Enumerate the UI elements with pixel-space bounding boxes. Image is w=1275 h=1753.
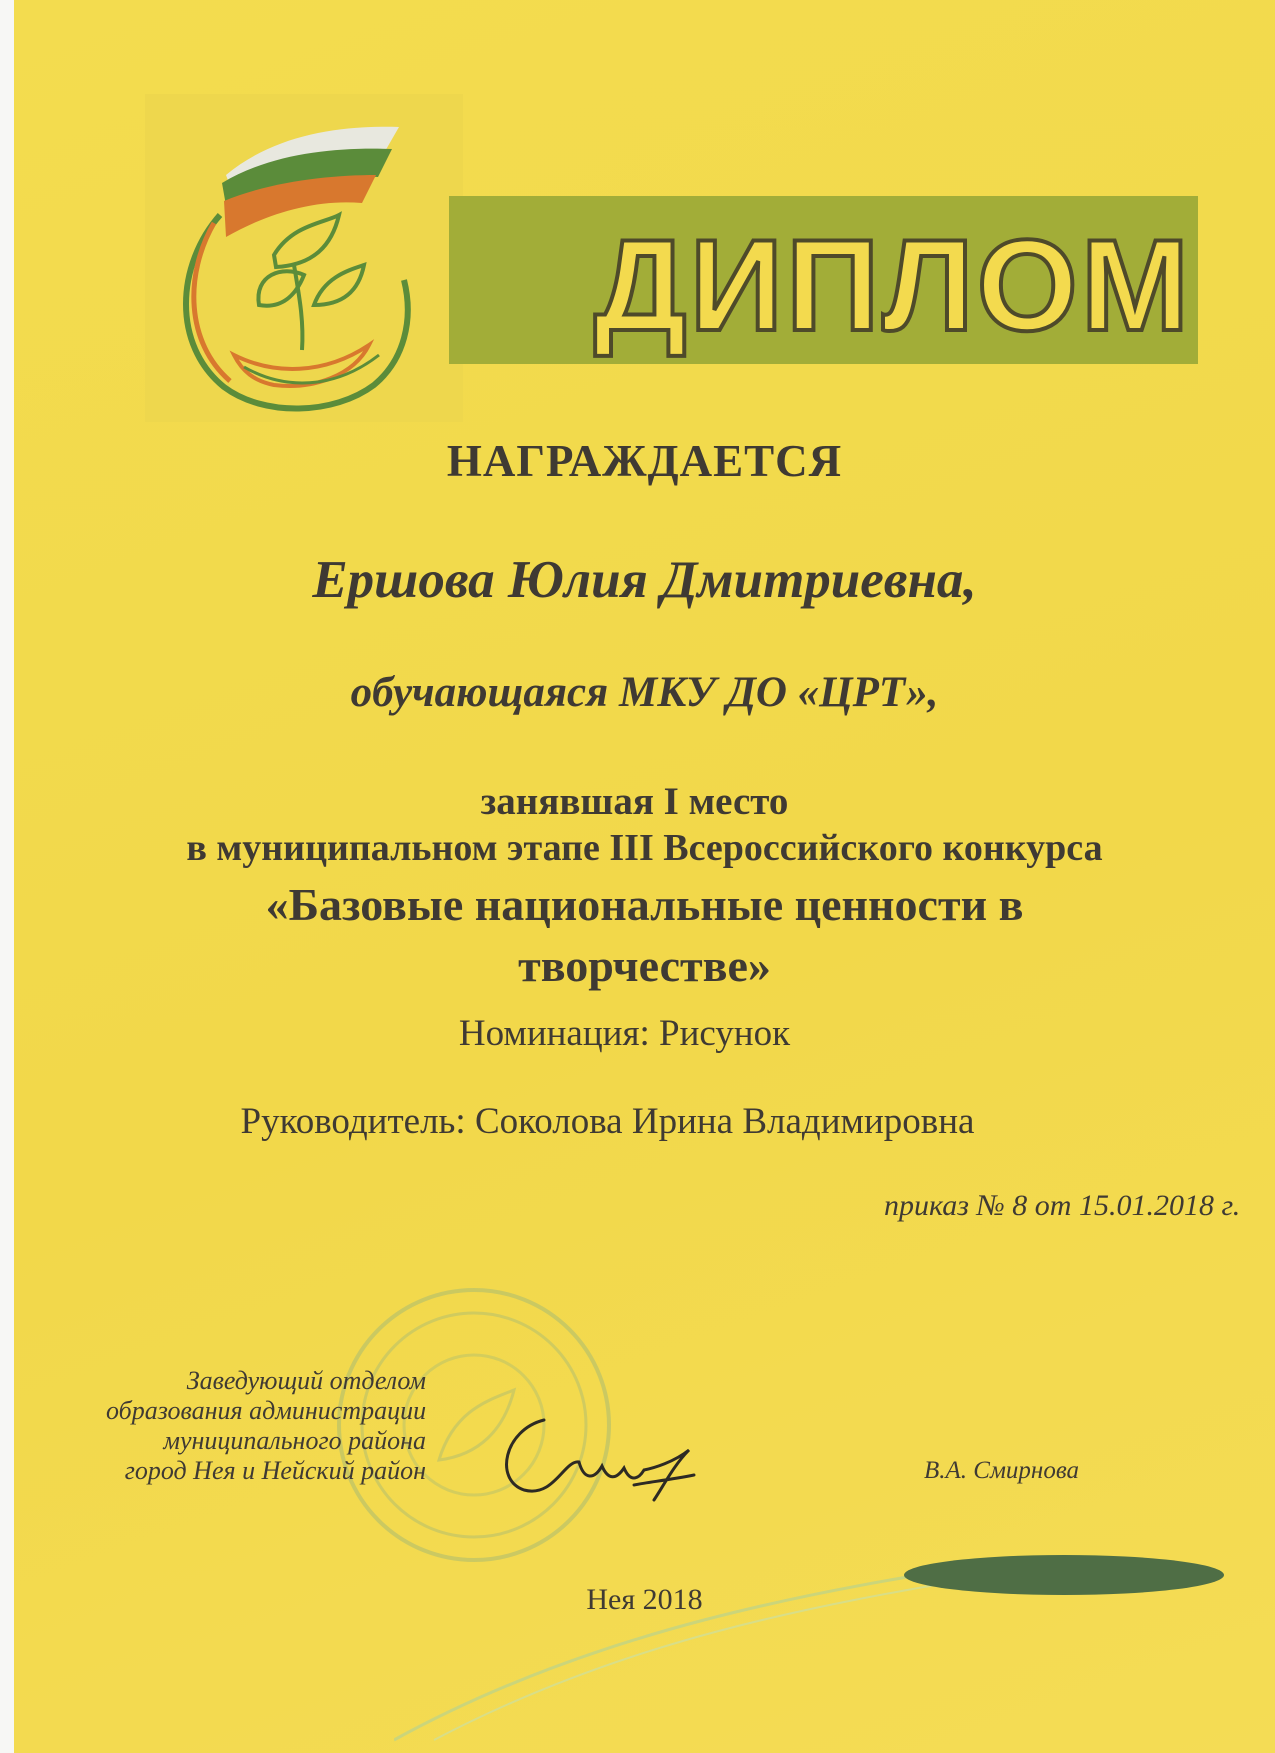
student-of: обучающаяся МКУ ДО «ЦРТ», [350, 669, 939, 716]
decorative-swoosh [394, 1490, 1234, 1750]
awarded-heading: НАГРАЖДАЕТСЯ [446, 436, 843, 486]
contest-name-line-1: «Базовые национальные ценности в [265, 879, 1024, 930]
signer-name: В.А. Смирнова [924, 1457, 1080, 1484]
contest-name-line-2: творчестве» [518, 940, 771, 991]
nomination: Номинация: Рисунок [458, 1013, 791, 1054]
place-text: занявшая I место [480, 780, 789, 823]
city-year: Нея 2018 [586, 1583, 703, 1616]
diploma-sheet [14, 0, 1275, 1753]
signer-position: Заведующий отделом образования администрации муниципального района город Нея и Нейский район [106, 1366, 427, 1485]
contest-stage: в муниципальном этапе III Всероссийского конкурса [186, 827, 1103, 869]
leader: Руководитель: Соколова Ирина Владимировна [240, 1101, 975, 1142]
order-reference: приказ № 8 от 15.01.2018 г. [884, 1189, 1241, 1222]
recipient-name: Ершова Юлия Дмитриевна, [312, 551, 977, 609]
leaf-hands-flag-logo-icon [164, 105, 454, 420]
diploma-title: ДИПЛОМ [594, 212, 1193, 358]
